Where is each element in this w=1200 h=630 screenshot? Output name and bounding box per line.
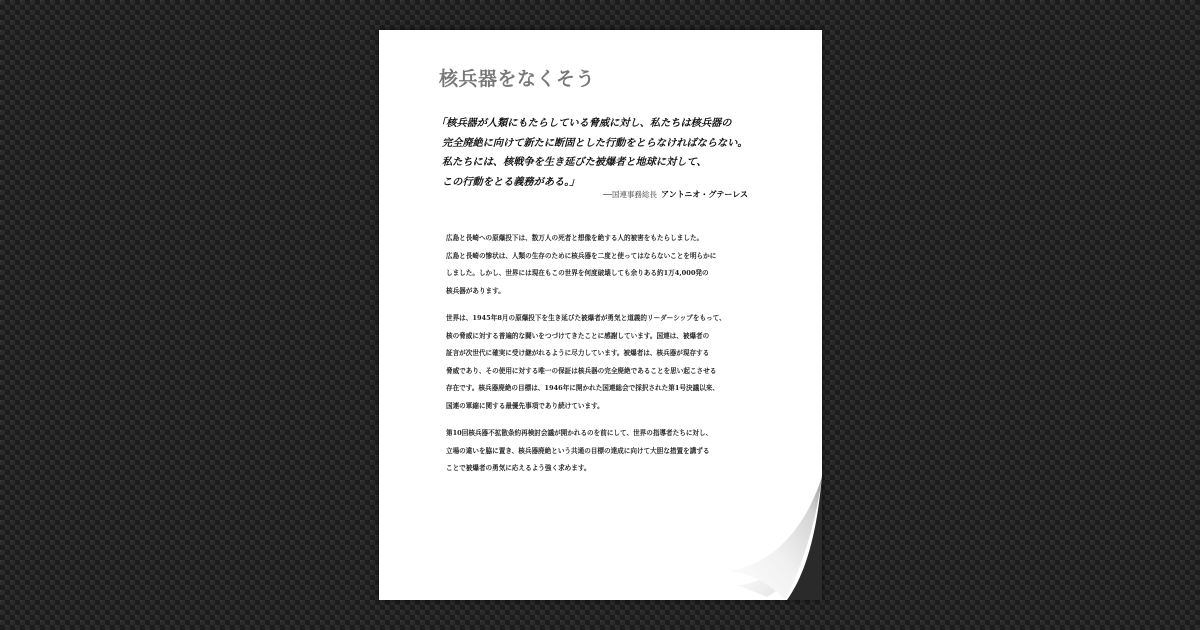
paragraph-line: 立場の違いを脇に置き、核兵器廃絶という共通の目標の達成に向けて大胆な措置を講ずる — [446, 446, 710, 455]
attribution-role: ──国連事務総長 — [603, 190, 658, 199]
quote-line: この行動をとる義務がある。」 — [442, 175, 580, 188]
body-text — [446, 230, 776, 488]
paragraph-line: ことで被爆者の勇気に応えるよう強く求めます。 — [446, 464, 591, 472]
document-title: 核兵器をなくそう — [439, 68, 596, 90]
paragraph-line: 広島と長崎への原爆投下は、数万人の死者と想像を絶する人的被害をもたらしました。 — [446, 234, 704, 242]
attribution-name: アントニオ・グテーレス — [661, 190, 748, 199]
paragraph-line: 存在です。核兵器廃絶の目標は、1946年に開かれた国連総会で採択された第1号決議以来、 — [446, 384, 719, 392]
paragraph-line: 第10回核兵器不拡散条約再検討会議が開かれるのを前にして、世界の指導者たちに対し、 — [446, 429, 713, 437]
quote-line: 私たちには、核戦争を生き延びた被爆者と地球に対して、 — [442, 156, 707, 168]
quote-attribution — [603, 189, 748, 200]
paragraph-line: 広島と長崎の惨状は、人類の生存のために核兵器を二度と使ってはならないことを明らかに — [446, 251, 717, 260]
paragraph-line: 核の脅威に対する普遍的な闘いをつづけてきたことに感謝しています。国連は、被爆者の — [446, 331, 710, 340]
paragraph-line: しました。しかし、世界には現在もこの世界を何度破壊しても余りある約1万4,000発の — [446, 269, 709, 277]
paragraph-line: 脅威であり、その使用に対する唯一の保証は核兵器の完全廃絶であることを思い起こさせる — [446, 366, 717, 375]
paragraph — [446, 230, 776, 300]
paragraph — [446, 425, 776, 478]
document-page — [379, 30, 822, 600]
paragraph — [446, 310, 776, 415]
page-curl — [727, 475, 822, 600]
quote-block — [436, 114, 806, 192]
paragraph-line: 核兵器があります。 — [446, 286, 505, 295]
quote-line: 「核兵器が人類にもたらしている脅威に対し、私たちは核兵器の — [436, 117, 732, 129]
paragraph-line: 国連の軍縮に関する最優先事項であり続けています。 — [446, 401, 604, 410]
paragraph-line: 世界は、1945年8月の原爆投下を生き延びた被爆者が勇気と道義的リーダーシップをもって、 — [446, 314, 726, 322]
quote-line: 完全廃絶に向けて新たに断固とした行動をとらなければならない。 — [442, 136, 748, 149]
paragraph-line: 証言が次世代に確実に受け継がれるように尽力しています。被爆者は、核兵器が現存する — [446, 349, 710, 357]
